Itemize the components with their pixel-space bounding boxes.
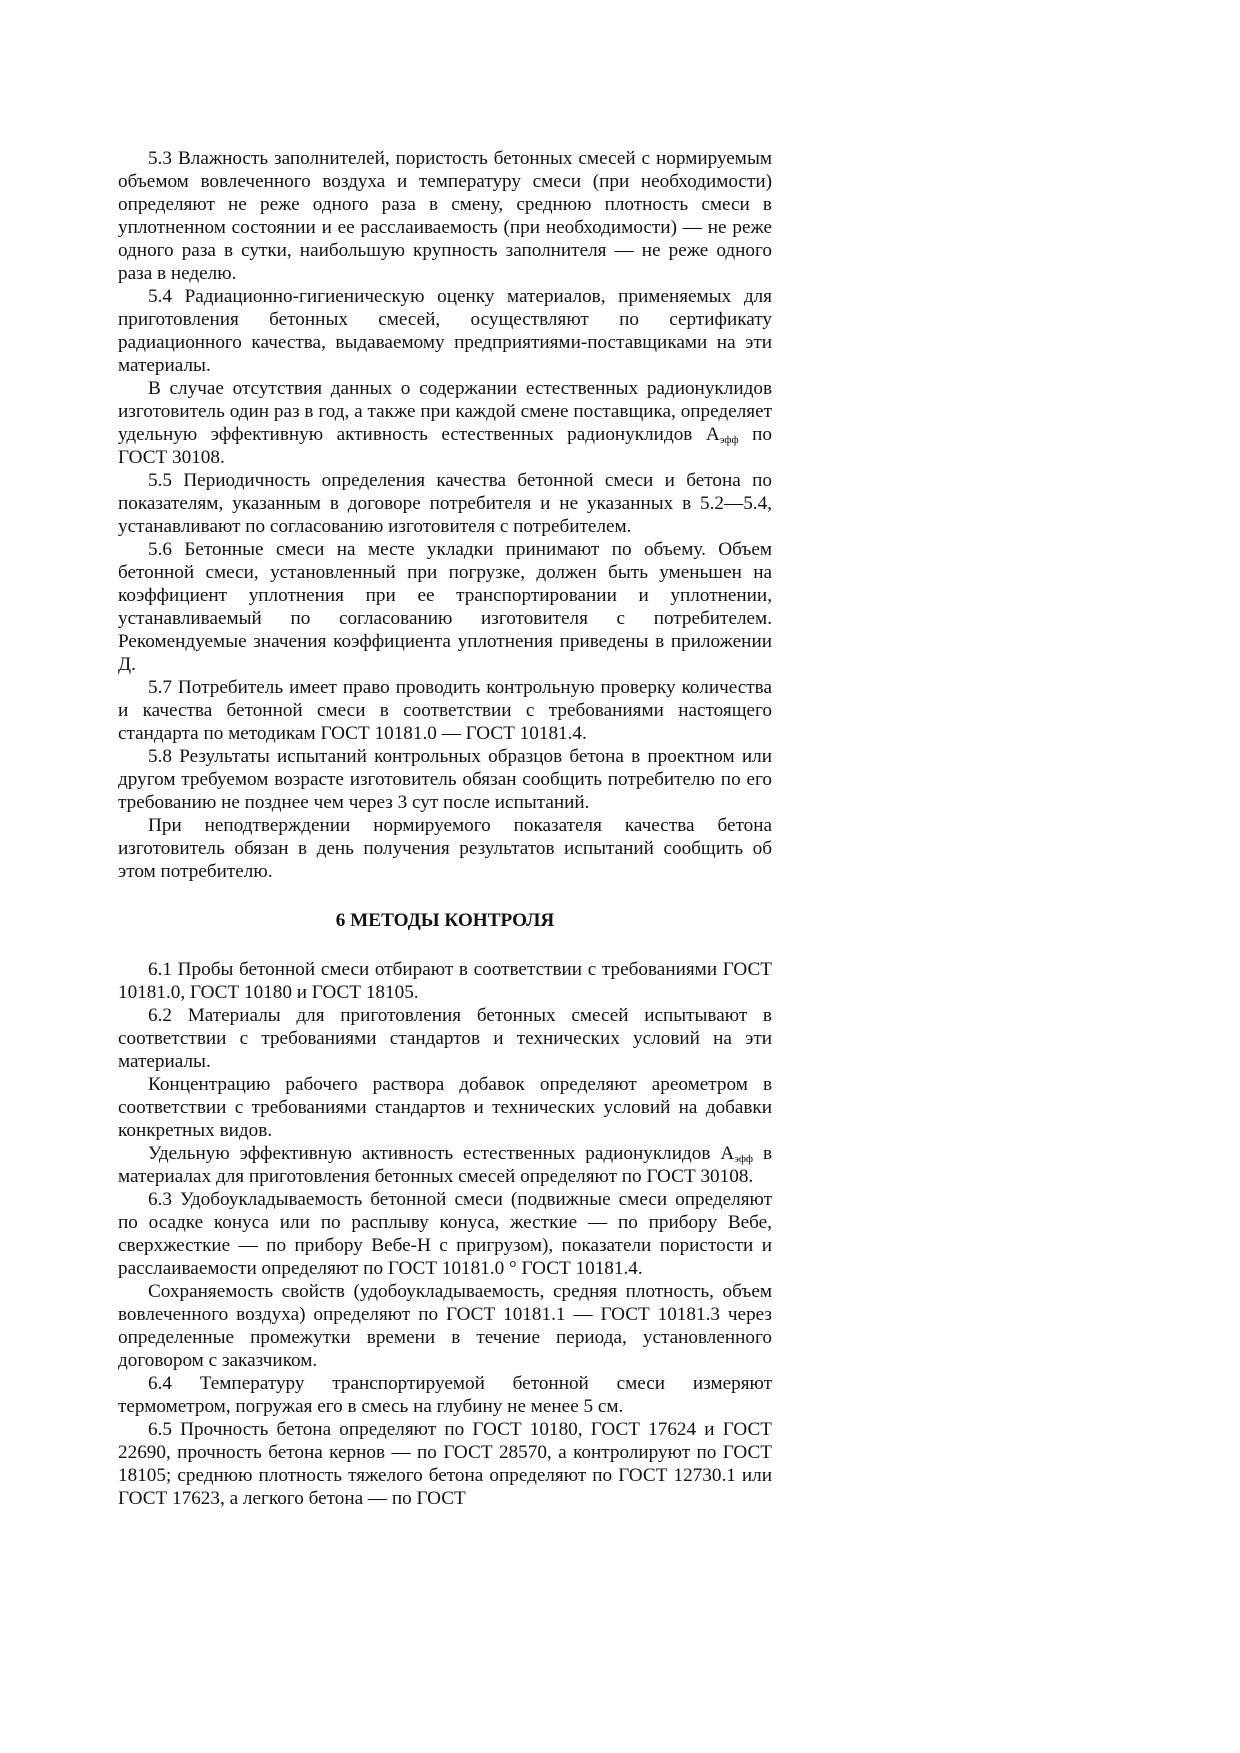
paragraph-5-4-radionuclides <box>118 377 772 469</box>
paragraph-5-3: 5.3 Влажность заполнителей, пористость бетонных смесей с нормируемым объемом вовлеченного воздуха и температуру смеси (при необходимости) определяют не реже одного раза в смену, среднюю плотность смеси в уплотненном состоянии и ее расслаиваемость (при необходимости) — не реже одного раза в сутки, наибольшую крупность заполнителя — не реже одного раза в неделю. <box>118 148 772 284</box>
paragraph-tail: в материалах для приготовления бетонных смесей определяют по ГОСТ 30108. <box>118 1143 773 1187</box>
paragraph-6-2: 6.2 Материалы для приготовления бетонных смесей испытывают в соответствии с требованиями стандартов и технических условий на эти материалы. <box>118 1005 772 1072</box>
paragraph-6-3: 6.3 Удобоукладываемость бетонной смеси (подвижные смеси определяют по осадке конуса или по расплыву конуса, жесткие — по прибору Вебе, сверхжесткие — по прибору Вебе-Н с пригрузом), показатели пористости и расслаиваемости определяют по ГОСТ 10181.0 ° ГОСТ 10181.4. <box>118 1189 772 1279</box>
section-heading-6: 6 МЕТОДЫ КОНТРОЛЯ <box>335 910 555 931</box>
subscript-eff: эфф <box>734 1153 754 1165</box>
paragraph-5-5: 5.5 Периодичность определения качества бетонной смеси и бетона по показателям, указанным в договоре потребителя и не указанных в 5.2—5.4, устанавливают по согласованию изготовителя с потребителем. <box>118 470 772 537</box>
paragraph-tail: по ГОСТ 30108. <box>118 424 772 468</box>
paragraph-5-7: 5.7 Потребитель имеет право проводить контрольную проверку количества и качества бетонной смеси в соответствии с требованиями настоящего стандарта по методикам ГОСТ 10181.0 — ГОСТ 10181.4. <box>118 677 772 744</box>
subscript-eff: эфф <box>719 434 739 446</box>
paragraph-6-3-preservation: Сохраняемость свойств (удобоукладываемость, средняя плотность, объем вовлеченного воздуха) определяют по ГОСТ 10181.1 — ГОСТ 10181.3 через определенные промежутки времени в течение периода, установленного договором с заказчиком. <box>118 1281 772 1371</box>
paragraph-6-2-activity <box>118 1142 772 1188</box>
paragraph-6-4: 6.4 Температуру транспортируемой бетонной смеси измеряют термометром, погружая его в смесь на глубину не менее 5 см. <box>118 1373 772 1417</box>
paragraph-text: Удельную эффективную активность естественных радионуклидов А <box>148 1143 735 1164</box>
paragraph-5-8: 5.8 Результаты испытаний контрольных образцов бетона в проектном или другом требуемом возрасте изготовитель обязан сообщить потребителю по его требованию не позднее чем через 3 сут после испытаний. <box>118 746 772 813</box>
paragraph-6-2-concentration: Концентрацию рабочего раствора добавок определяют ареометром в соответствии с требованиями стандартов и технических условий на добавки конкретных видов. <box>118 1074 772 1141</box>
paragraph-5-4: 5.4 Радиационно-гигиеническую оценку материалов, применяемых для приготовления бетонных смесей, осуществляют по сертификату радиационного качества, выдаваемому предприятиями-поставщиками на эти материалы. <box>118 286 772 376</box>
paragraph-text: В случае отсутствия данных о содержании естественных радионуклидов изготовитель один раз в год, а также при каждой смене поставщика, определяет удельную эффективную активность естественных радионуклидов А <box>118 378 772 445</box>
paragraph-6-1: 6.1 Пробы бетонной смеси отбирают в соответствии с требованиями ГОСТ 10181.0, ГОСТ 10180 и ГОСТ 18105. <box>118 959 772 1003</box>
paragraph-5-8-nonconfirmation: При неподтверждении нормируемого показателя качества бетона изготовитель обязан в день получения результатов испытаний сообщить об этом потребителю. <box>118 815 772 882</box>
paragraph-6-5: 6.5 Прочность бетона определяют по ГОСТ 10180, ГОСТ 17624 и ГОСТ 22690, прочность бетона кернов — по ГОСТ 28570, а контролируют по ГОСТ 18105; среднюю плотность тяжелого бетона определяют по ГОСТ 12730.1 или ГОСТ 17623, а легкого бетона — по ГОСТ <box>118 1419 772 1509</box>
paragraph-5-6: 5.6 Бетонные смеси на месте укладки принимают по объему. Объем бетонной смеси, установленный при погрузке, должен быть уменьшен на коэффициент уплотнения при ее транспортировании и уплотнении, устанавливаемый по согласованию изготовителя с потребителем. Рекомендуемые значения коэффициента уплотнения приведены в приложении Д. <box>118 539 772 675</box>
document-page <box>118 147 772 1510</box>
